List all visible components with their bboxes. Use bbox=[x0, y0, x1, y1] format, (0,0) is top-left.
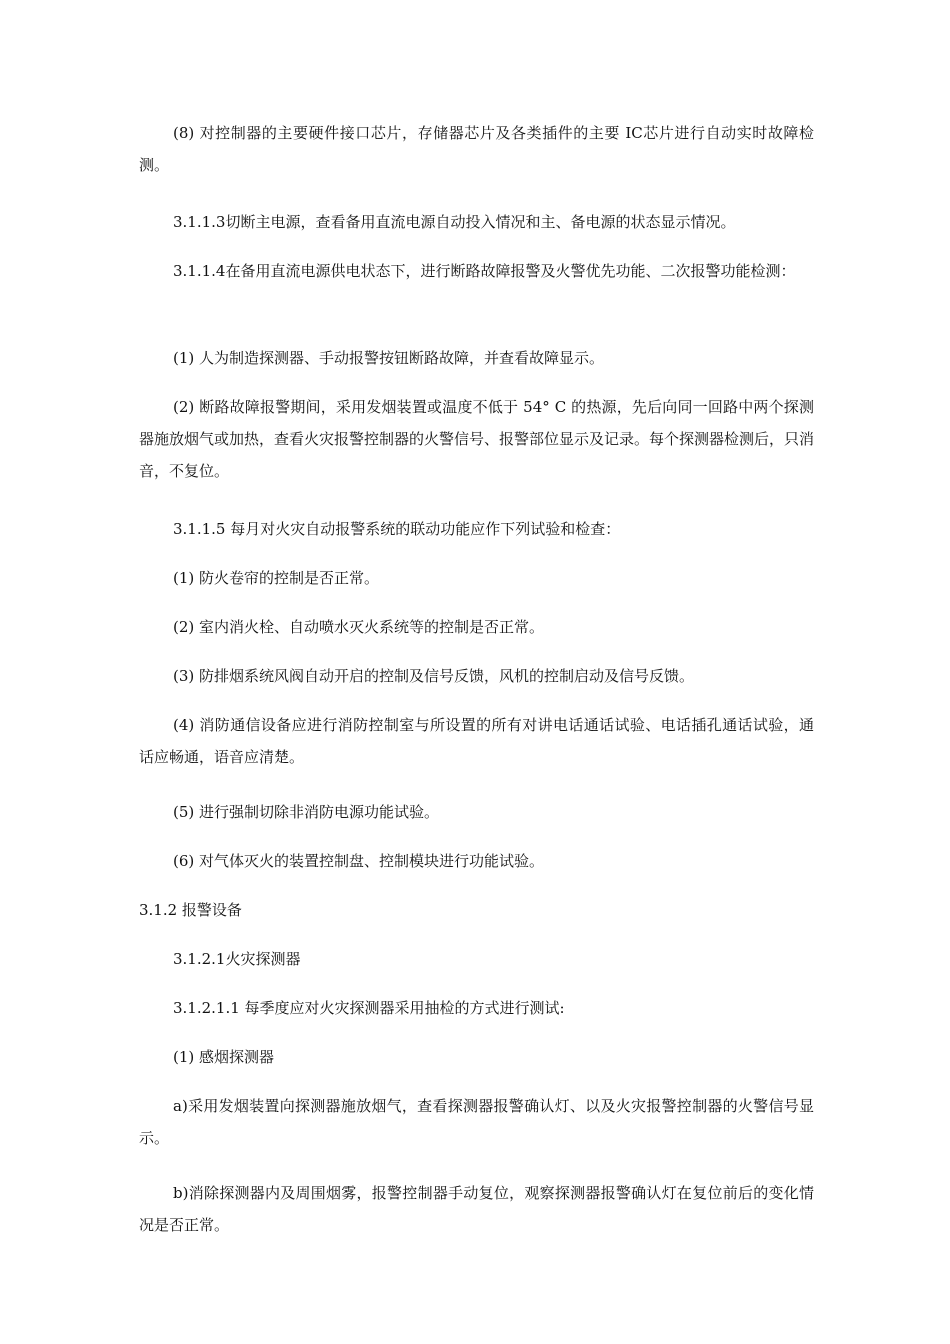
paragraph-item-4-communication: (4) 消防通信设备应进行消防控制室与所设置的所有对讲电话通话试验、电话插孔通话试验，通话应畅通，语音应清楚。 bbox=[139, 716, 814, 766]
paragraph-3-1-2-1-1: 3.1.2.1.1 每季度应对火灾探测器采用抽检的方式进行测试: bbox=[173, 999, 565, 1017]
paragraph-8-chip-fault-detection: (8) 对控制器的主要硬件接口芯片，存储器芯片及各类插件的主要 IC芯片进行自动实时故障检测。 bbox=[139, 124, 814, 174]
paragraph-item-a-smoke-test: a)采用发烟装置向探测器施放烟气，查看探测器报警确认灯、以及火灾报警控制器的火警信号显示。 bbox=[139, 1097, 814, 1147]
paragraph-item-b-reset-test: b)消除探测器内及周围烟雾，报警控制器手动复位，观察探测器报警确认灯在复位前后的变化情况是否正常。 bbox=[139, 1184, 814, 1234]
section-heading-3-1-2: 3.1.2 报警设备 bbox=[139, 901, 242, 919]
paragraph-item-5-power-cut: (5) 进行强制切除非消防电源功能试验。 bbox=[173, 803, 440, 821]
paragraph-item-2-alarm-test: (2) 断路故障报警期间，采用发烟装置或温度不低于 54° C 的热源，先后向同一回路中两个探测器施放烟气或加热，查看火灾报警控制器的火警信号、报警部位显示及记录。每个探测器检测后，只消音，不复位。 bbox=[139, 398, 815, 480]
paragraph-item-1-smoke-detector: (1) 感烟探测器 bbox=[173, 1048, 275, 1066]
paragraph-item-1-open-circuit: (1) 人为制造探测器、手动报警按钮断路故障，并查看故障显示。 bbox=[173, 349, 605, 367]
section-heading-3-1-2-1: 3.1.2.1火灾探测器 bbox=[173, 950, 301, 968]
paragraph-3-1-1-3: 3.1.1.3切断主电源，查看备用直流电源自动投入情况和主、备电源的状态显示情况。 bbox=[173, 213, 736, 231]
paragraph-item-2-hydrant: (2) 室内消火栓、自动喷水灭火系统等的控制是否正常。 bbox=[173, 618, 545, 636]
paragraph-3-1-1-4: 3.1.1.4在备用直流电源供电状态下，进行断路故障报警及火警优先功能、二次报警功能检测： bbox=[173, 262, 796, 280]
paragraph-item-1-fire-shutter: (1) 防火卷帘的控制是否正常。 bbox=[173, 569, 380, 587]
paragraph-item-3-smoke-exhaust: (3) 防排烟系统风阀自动开启的控制及信号反馈，风机的控制启动及信号反馈。 bbox=[173, 667, 695, 685]
paragraph-item-6-gas-extinguishing: (6) 对气体灭火的装置控制盘、控制模块进行功能试验。 bbox=[173, 852, 545, 870]
paragraph-3-1-1-5: 3.1.1.5 每月对火灾自动报警系统的联动功能应作下列试验和检查： bbox=[173, 520, 621, 538]
